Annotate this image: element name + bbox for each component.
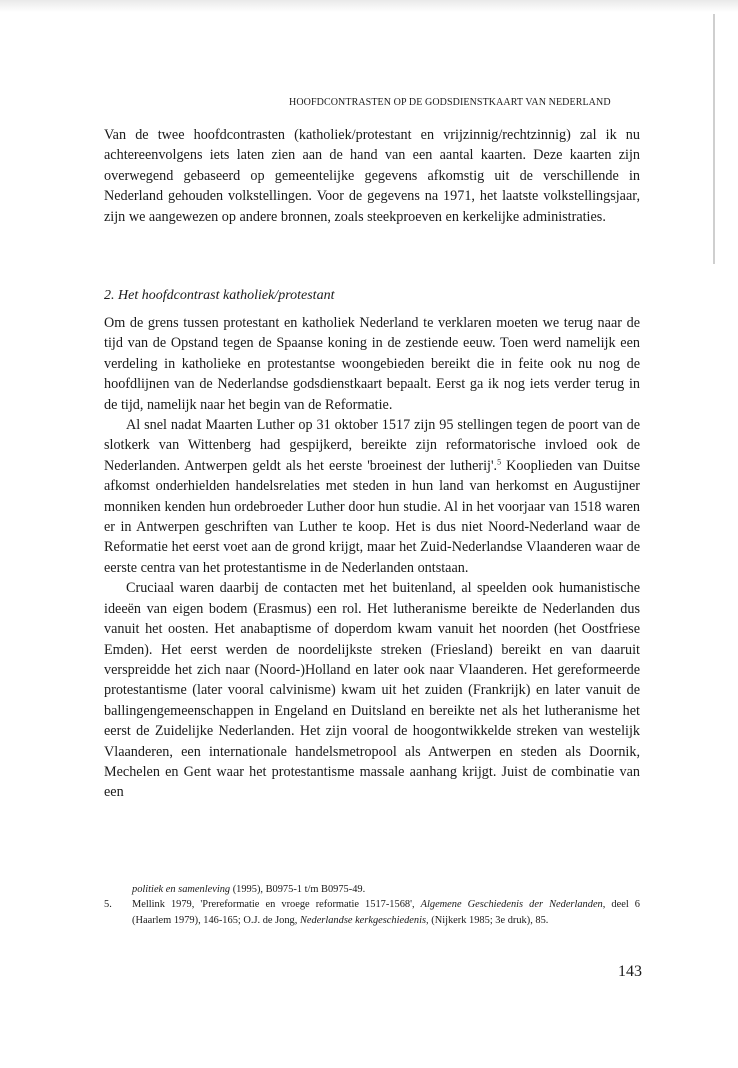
scan-edge-line bbox=[713, 14, 715, 264]
footnote-reference-5: 5 bbox=[497, 457, 502, 467]
paragraph-3: Cruciaal waren daarbij de contacten met het buitenland, al speelden ook humanistische ideeën van eigen bodem (Erasmus) een rol. Het lutheranisme bereikte de Nederlanden dus vanuit het oosten. Het anabaptisme of doperdom kwam vanuit het noorden (het Oostfriese Emden). Het eerst werden de noordelijkste streken (Friesland) bereikt en van daaruit verspreidde het zich naar (Noord-)Holland en later ook naar Vlaanderen. Het gereformeerde protestantisme (later vooral calvinisme) kwam uit het zuiden (Frankrijk) en later vanuit de ballingengemeenschappen in Engeland en Duitsland en bereikte net als het lutheranisme het eerst de Zuidelijke Nederlanden. Het zijn vooral de hoogontwikkelde streken van westelijk Vlaanderen, een internationale handelsmetropool als Antwerpen en steden als Doornik, Mechelen en Gent waar het protestantisme massale aanhang krijgt. Juist de combinatie van een bbox=[104, 580, 640, 801]
intro-paragraph bbox=[104, 125, 640, 227]
footnote-5-title1: Algemene Geschiedenis der Nederlanden bbox=[420, 899, 603, 911]
intro-text: Van de twee hoofdcontrasten (katholiek/protestant en vrijzinnig/rechtzinnig) zal ik nu achtereenvolgens iets laten zien aan de hand van een aantal kaarten. Deze kaarten zijn overwegend gebaseerd op gemeentelijke gegevens afkomstig uit de verschillende in Nederland gehouden volkstellingen. Voor de gegevens na 1971, het laatste volkstellingsjaar, zijn we aangewezen op andere bronnen, zoals steekproeven en kerkelijke administraties. bbox=[104, 127, 640, 225]
footnote-5-part3: (Nijkerk 1985; 3e druk), 85. bbox=[428, 914, 549, 926]
paragraph-2-text-b: Kooplieden van Duitse afkomst onderhielden handelsrelaties met steden in hun land van herkomst en Augustijner monniken kenden hun ordebroeder Luther door hun studie. Al in het voorjaar van 1518 waren er in Antwerpen geschriften van Luther te koop. Het is dus niet Noord-Nederland waar de Reformatie het eerst voet aan de grond krijgt, maar het Zuid-Nederlandse Vlaanderen waar de eerste centra van het protestantisme in de Nederlanden ontstaan. bbox=[104, 457, 641, 576]
footnote-5-text bbox=[132, 897, 640, 928]
footnote-continued-rest: (1995), B0975-1 t/m B0975-49. bbox=[230, 884, 366, 895]
footnote-5-part2: , deel 6 (Haarlem 1979), 146-165; O.J. de Jong, bbox=[132, 899, 640, 926]
footnote-continued-text bbox=[132, 882, 640, 897]
footnote-spacer bbox=[104, 882, 132, 897]
footnote-5-title2: Nederlandse kerkgeschiedenis, bbox=[299, 914, 429, 926]
paragraph-2-text-a: Al snel nadat Maarten Luther op 31 oktober 1517 zijn 95 stellingen tegen de poort van de slotkerk van Wittenberg had gespijkerd, bereikte zijn reformatorische invloed ook de Nederlanden. Antwerpen geldt als het eerste 'broeinest der lutherij'. bbox=[104, 417, 640, 474]
paragraph-2 bbox=[104, 415, 640, 578]
section-body bbox=[104, 313, 640, 803]
page-number: 143 bbox=[618, 963, 642, 980]
paragraph-1: Om de grens tussen protestant en katholiek Nederland te verklaren moeten we terug naar de tijd van de Opstand tegen de Spaanse koning in de zestiende eeuw. Toen werd namelijk een verdeling in katholieke en protestantse woongebieden bereikt die in feite ook nu nog de hoofdlijnen van de Nederlandse godsdienstkaart bepaalt. Eerst ga ik nog iets verder terug in de tijd, namelijk naar het begin van de Reformatie. bbox=[104, 315, 640, 413]
footnote-5-part1: Mellink 1979, 'Prereformatie en vroege reformatie 1517-1568', bbox=[132, 899, 421, 911]
page-edge-shadow bbox=[0, 0, 738, 12]
footnote-5-number: 5. bbox=[104, 899, 112, 911]
footnote-continued bbox=[104, 882, 640, 897]
section-heading: 2. Het hoofdcontrast katholiek/protestant bbox=[104, 288, 335, 303]
running-head: HOOFDCONTRASTEN OP DE GODSDIENSTKAART VAN NEDERLAND bbox=[289, 97, 611, 108]
footnote-5 bbox=[104, 897, 640, 928]
footnotes bbox=[104, 882, 640, 928]
footnote-continued-title: politiek en samenleving bbox=[132, 884, 231, 895]
